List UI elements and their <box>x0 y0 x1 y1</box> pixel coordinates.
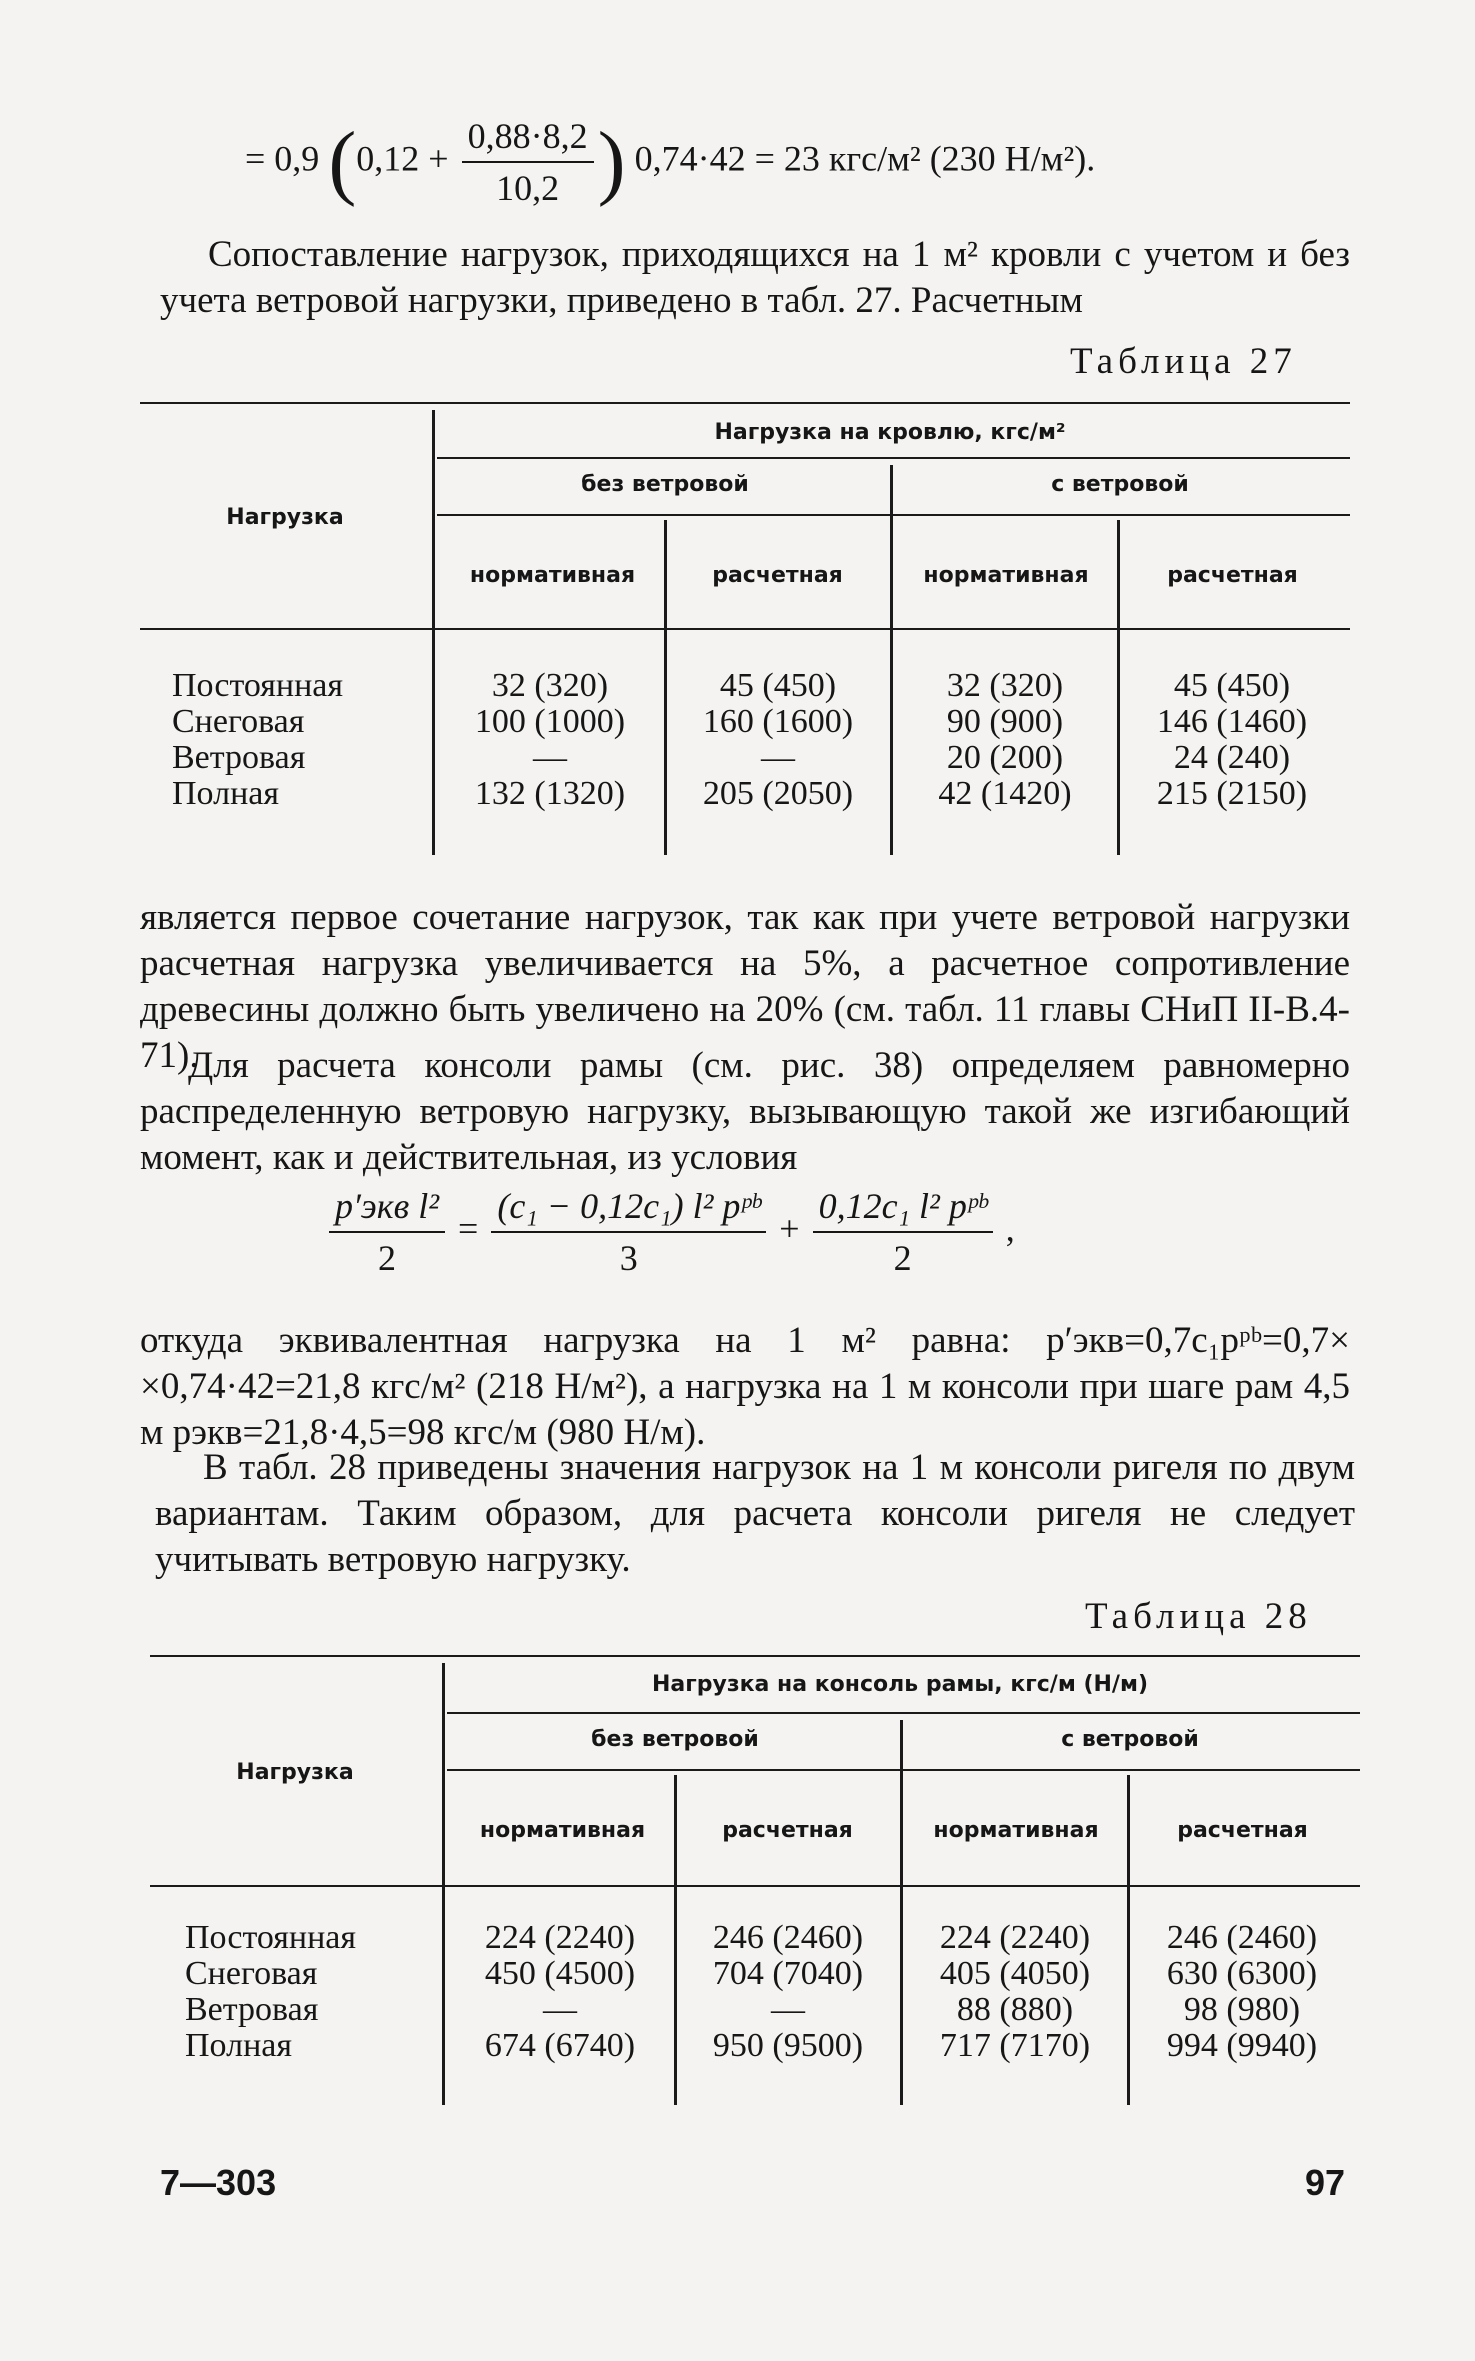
paragraph-5: В табл. 28 приведены значения нагрузок на 1 м консоли ригеля по двум вариантам. Таким образом, для расчета консоли ригеля не следует учитывать ветровую нагрузку. <box>155 1447 1355 1580</box>
table28-cell: 950 (9500) <box>712 2027 864 2064</box>
table28-cell: 630 (6300) <box>1166 1955 1318 1992</box>
table28-col-calc-2: расчетная <box>1177 1818 1308 1843</box>
table28-cell: 450 (4500) <box>484 1955 636 1992</box>
table28-names <box>185 1920 356 2064</box>
formula-mid-num-2: (c₁ − 0,12c₁) l² pᵖᵇ <box>491 1185 766 1233</box>
table28-vline-4 <box>1127 1775 1130 2105</box>
table28-row-header: Нагрузка <box>236 1760 354 1785</box>
table28-group-header: Нагрузка на консоль рамы, кгс/м (Н/м) <box>651 1672 1149 1697</box>
right-paren: ) <box>597 115 626 208</box>
table27-cell: 45 (450) <box>1173 667 1291 704</box>
table28-sub-without: без ветровой <box>591 1727 759 1752</box>
table28-cell: — <box>771 1991 805 2028</box>
table27-group-header: Нагрузка на кровлю, кгс/м² <box>714 420 1066 445</box>
table28-cell: 246 (2460) <box>712 1919 864 1956</box>
table27-col-calc-2: расчетная <box>1167 563 1298 588</box>
table28-group-rule <box>447 1712 1360 1714</box>
table27-header-rule <box>140 628 1350 630</box>
table28-vline-3 <box>900 1720 903 2105</box>
table28-cell: 246 (2460) <box>1166 1919 1318 1956</box>
table27-col-norm-2: нормативная <box>923 563 1089 588</box>
formula-mid-fraction-2 <box>491 1185 766 1279</box>
table28-cell: 994 (9940) <box>1166 2027 1318 2064</box>
table28-cell: 98 (980) <box>1183 1991 1301 2028</box>
formula-mid-num-1: p′экв l² <box>329 1185 445 1233</box>
formula-mid-den-3: 2 <box>893 1238 912 1278</box>
paragraph-1: Сопоставление нагрузок, приходящихся на 1 м² кровли с учетом и без учета ветровой нагрузки, приведено в табл. 27. Расчетным <box>160 234 1350 321</box>
table28-cell: 405 (4050) <box>939 1955 1091 1992</box>
table27-row-name: Ветровая <box>172 739 306 776</box>
formula-mid <box>325 1185 1015 1279</box>
paragraph-2: является первое сочетание нагрузок, так как при учете ветровой нагрузки расчетная нагрузка увеличивается на 5%, а расчетное сопротивление древесины должно быть увеличено на 20% (см. табл. 11 главы СНиП II-В.4-71). <box>140 897 1350 1076</box>
table27-cell: 42 (1420) <box>938 775 1072 812</box>
table27-col-b <box>668 668 888 812</box>
table28-col-norm-2: нормативная <box>933 1818 1099 1843</box>
formula-mid-den-1: 2 <box>378 1238 396 1278</box>
table27-col-c <box>895 668 1115 812</box>
table27-col-a <box>440 668 660 812</box>
table28-row-name: Ветровая <box>185 1991 319 2028</box>
table27-cell: — <box>761 739 795 776</box>
table27-row-name: Полная <box>172 775 279 812</box>
table28-cell: 224 (2240) <box>484 1919 636 1956</box>
table27-vline-4 <box>1117 520 1120 855</box>
table27-sub-with: с ветровой <box>1051 472 1189 497</box>
table28-sub-rule <box>447 1769 1360 1771</box>
table28-caption: Таблица 28 <box>1085 1596 1312 1637</box>
table27-sub-without: без ветровой <box>581 472 749 497</box>
table27-cell: 100 (1000) <box>474 703 626 740</box>
table28-cell: 717 (7170) <box>939 2027 1091 2064</box>
table27-cell: 90 (900) <box>946 703 1064 740</box>
table27-cell: 32 (320) <box>491 667 609 704</box>
table28-sub-with: с ветровой <box>1061 1727 1199 1752</box>
table28-vline-2 <box>674 1775 677 2105</box>
table27-cell: 160 (1600) <box>702 703 854 740</box>
table28-cell: 704 (7040) <box>712 1955 864 1992</box>
table28-cell: 224 (2240) <box>939 1919 1091 1956</box>
table27-row-name: Снеговая <box>172 703 305 740</box>
formula-mid-fraction-1 <box>329 1185 445 1279</box>
table27-col-d <box>1122 668 1342 812</box>
table27-cell: 45 (450) <box>719 667 837 704</box>
table27-top-rule <box>140 402 1350 404</box>
formula-mid-fraction-3 <box>813 1185 993 1279</box>
formula-top-denominator: 10,2 <box>496 168 560 208</box>
formula-mid-end: , <box>1005 1208 1015 1249</box>
table28-row-name: Снеговая <box>185 1955 318 1992</box>
paragraph-3: Для расчета консоли рамы (см. рис. 38) определяем равномерно распределенную ветровую нагрузку, вызывающую такой же изгибающий момент, как и действительная, из условия <box>140 1045 1350 1178</box>
table28-top-rule <box>150 1655 1360 1657</box>
table27-sub-rule <box>437 514 1350 516</box>
table28-cell: — <box>543 1991 577 2028</box>
table27-vline-3 <box>890 465 893 855</box>
table27-col-calc-1: расчетная <box>712 563 843 588</box>
table27-cell: 24 (240) <box>1173 739 1291 776</box>
table27-vline-1 <box>432 410 435 855</box>
table28-col-c <box>905 1920 1125 2064</box>
page-number: 97 <box>1305 2162 1346 2203</box>
table27-cell: 146 (1460) <box>1156 703 1308 740</box>
formula-top-numerator: 0,88·8,2 <box>462 115 594 163</box>
formula-mid-eq: = <box>458 1208 479 1249</box>
table27-cell: 215 (2150) <box>1156 775 1308 812</box>
formula-top-fraction <box>462 115 594 209</box>
table28-row-name: Полная <box>185 2027 292 2064</box>
table28-col-d <box>1132 1920 1352 2064</box>
table28-col-norm-1: нормативная <box>479 1818 646 1843</box>
table28-row-name: Постоянная <box>185 1919 357 1956</box>
table28-col-calc-1: расчетная <box>722 1818 853 1843</box>
table27-cell: 132 (1320) <box>474 775 626 812</box>
table27-caption: Таблица 27 <box>1070 341 1297 382</box>
table27-group-rule <box>437 457 1350 459</box>
table27-row-name: Постоянная <box>172 667 344 704</box>
formula-top-tail: 0,74·42 = 23 кгс/м² (230 Н/м²). <box>634 138 1096 179</box>
table28-vline-1 <box>442 1663 445 2105</box>
table27-names <box>172 668 343 812</box>
formula-mid-num-3: 0,12c₁ l² pᵖᵇ <box>813 1185 993 1233</box>
table27-cell: — <box>533 739 567 776</box>
table27-row-header: Нагрузка <box>226 505 344 530</box>
table27-vline-2 <box>664 520 667 855</box>
table27-cell: 20 (200) <box>946 739 1064 776</box>
table28-cell: 88 (880) <box>956 1991 1074 2028</box>
formula-mid-den-2: 3 <box>619 1238 638 1278</box>
table27-cell: 205 (2050) <box>702 775 854 812</box>
formula-top <box>245 115 1095 209</box>
table28-col-b <box>678 1920 898 2064</box>
table27-col-norm-1: нормативная <box>469 563 636 588</box>
left-paren: ( <box>328 115 357 208</box>
footer-signature: 7—303 <box>160 2162 277 2203</box>
table28-col-a <box>450 1920 670 2064</box>
table27-cell: 32 (320) <box>946 667 1064 704</box>
formula-mid-plus: + <box>779 1208 800 1249</box>
formula-top-lead: = 0,9 <box>245 138 320 179</box>
formula-top-inner: 0,12 + <box>356 138 449 179</box>
table28-header-rule <box>150 1885 1360 1887</box>
table28-cell: 674 (6740) <box>484 2027 636 2064</box>
paragraph-4: откуда эквивалентная нагрузка на 1 м² равна: p′экв=0,7c₁pᵖᵇ=0,7× ×0,74·42=21,8 кгс/м² (218 Н/м²), а нагрузка на 1 м консоли при шаге рам 4,5 м pэкв=21,8·4,5=98 кгс/м (980 Н/м). <box>140 1320 1350 1453</box>
